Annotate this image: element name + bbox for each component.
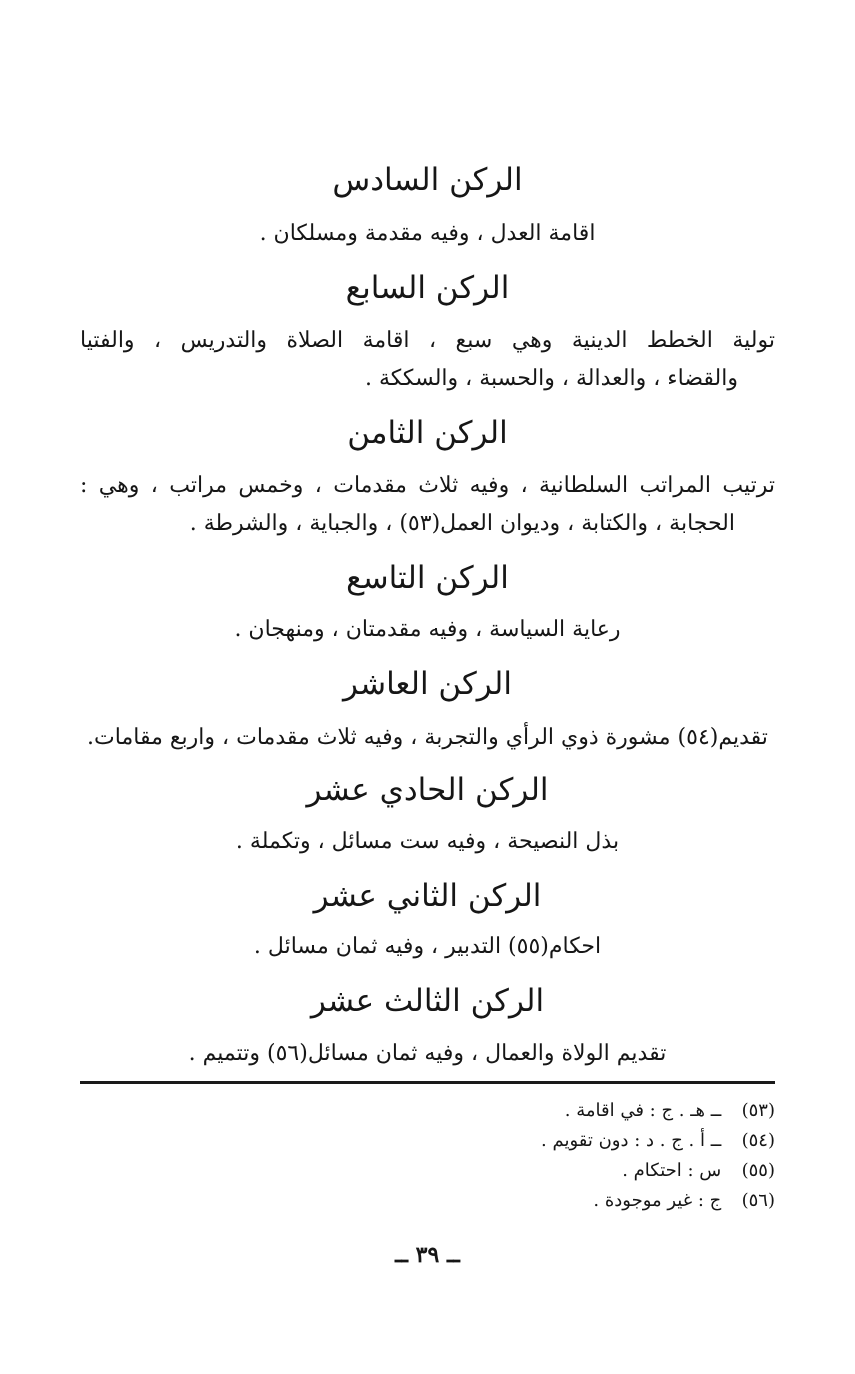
footnote-number: (٥٥) [741, 1160, 775, 1181]
section-text-7-line-1: تولية الخطط الدينية وهي سبع ، اقامة الصلاة والتدريس ، والفتيا [80, 328, 775, 353]
footnote-53 [375, 1096, 775, 1126]
section-heading-9: الركن التاسع [346, 560, 509, 596]
footnote-55 [375, 1156, 775, 1186]
footnote-56 [375, 1186, 775, 1216]
section-heading-6: الركن السادس [332, 162, 523, 198]
page-number: ــ ٣٩ ــ [395, 1242, 460, 1268]
section-text-12: احكام(٥٥) التدبير ، وفيه ثمان مسائل . [253, 934, 602, 959]
footnote-text: س : احتكام . [622, 1160, 722, 1181]
footnote-separator [80, 1081, 775, 1084]
section-heading-8: الركن الثامن [347, 415, 508, 451]
section-text-11: بذل النصيحة ، وفيه ست مسائل ، وتكملة . [235, 829, 620, 854]
section-heading-11: الركن الحادي عشر [306, 772, 549, 808]
footnote-text: ــ هـ . ج : في اقامة . [564, 1100, 722, 1121]
section-text-8-line-1: ترتيب المراتب السلطانية ، وفيه ثلاث مقدمات ، وخمس مراتب ، وهي : [80, 473, 775, 498]
section-text-8-line-2: الحجابة ، والكتابة ، وديوان العمل(٥٣) ، والجباية ، والشرطة . [189, 511, 735, 536]
footnote-text: ــ أ . ج . د : دون تقويم . [541, 1130, 722, 1151]
section-text-7-line-2: والقضاء ، والعدالة ، والحسبة ، والسككة . [364, 366, 738, 391]
section-text-9: رعاية السياسة ، وفيه مقدمتان ، ومنهجان . [234, 617, 621, 642]
footnote-text: ج : غير موجودة . [593, 1190, 722, 1211]
section-heading-13: الركن الثالث عشر [310, 983, 545, 1019]
section-text-10: تقديم(٥٤) مشورة ذوي الرأي والتجربة ، وفيه ثلاث مقدمات ، واربع مقامات. [87, 725, 768, 750]
section-text-6: اقامة العدل ، وفيه مقدمة ومسلكان . [259, 221, 596, 246]
section-text-13: تقديم الولاة والعمال ، وفيه ثمان مسائل(٥٦) وتتميم . [188, 1041, 667, 1066]
footnote-number: (٥٦) [741, 1190, 775, 1211]
section-heading-10: الركن العاشر [343, 666, 512, 702]
section-heading-7: الركن السابع [345, 270, 510, 306]
footnote-number: (٥٣) [741, 1100, 775, 1121]
section-heading-12: الركن الثاني عشر [313, 878, 542, 914]
footnote-54 [375, 1126, 775, 1156]
footnote-number: (٥٤) [741, 1130, 775, 1151]
